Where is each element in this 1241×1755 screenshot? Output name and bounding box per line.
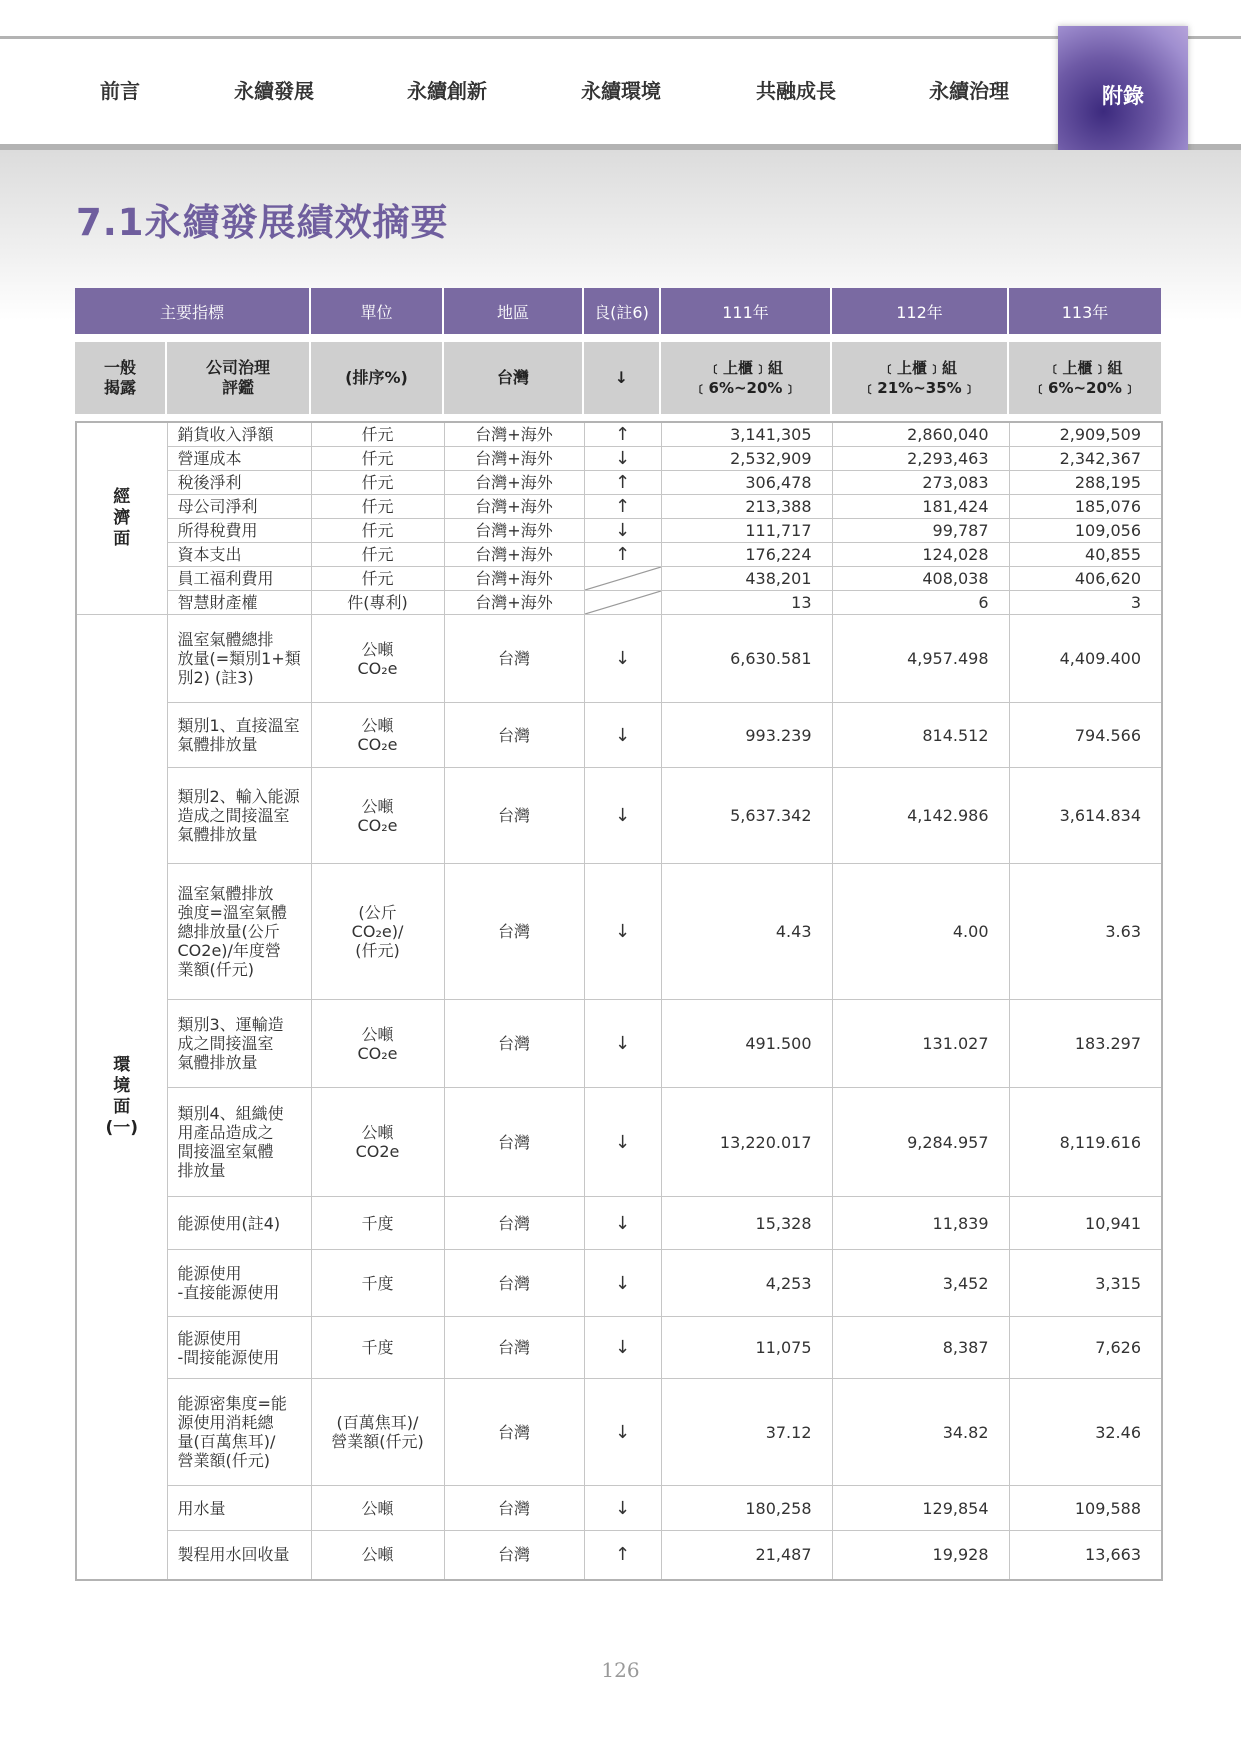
value-112: ﹝上櫃﹞組 ﹝21%~35%﹞ (831, 342, 1008, 414)
region-cell: 台灣 (444, 1317, 584, 1379)
value-111: 3,141,305 (661, 422, 832, 447)
value-113: 4,409.400 (1009, 615, 1162, 703)
indicator-cell: 類別3、運輸造 成之間接溫室 氣體排放量 (167, 1000, 311, 1088)
value-113: 3 (1009, 591, 1162, 615)
value-113: 3,614.834 (1009, 768, 1162, 864)
value-113: 185,076 (1009, 495, 1162, 519)
region-cell: 台灣 (444, 1088, 584, 1197)
nav-item-sustainable-environment[interactable]: 永續環境 (581, 79, 661, 103)
direction-cell: ↓ (584, 1250, 661, 1317)
direction-cell: ↓ (583, 342, 660, 414)
value-111: 37.12 (661, 1379, 832, 1486)
category-general-disclosure: 一般 揭露 (75, 342, 166, 414)
nav-item-sustainable-innovation[interactable]: 永續創新 (407, 79, 487, 103)
unit-cell: 仟元 (311, 422, 444, 447)
value-113: 288,195 (1009, 471, 1162, 495)
value-111: 11,075 (661, 1317, 832, 1379)
value-113: 8,119.616 (1009, 1088, 1162, 1197)
region-cell: 台灣 (444, 703, 584, 768)
unit-cell: 公噸 (311, 1531, 444, 1580)
table-row (76, 1197, 1162, 1250)
region-cell: 台灣+海外 (444, 447, 584, 471)
table-row (76, 543, 1162, 567)
direction-cell: ↑ (584, 422, 661, 447)
performance-table (75, 421, 1163, 1581)
direction-cell: ↓ (584, 1379, 661, 1486)
unit-cell: 公噸 CO₂e (311, 703, 444, 768)
value-112: 3,452 (832, 1250, 1009, 1317)
indicator-cell: 稅後淨利 (167, 471, 311, 495)
direction-cell: ↓ (584, 864, 661, 1000)
category-environment: 環 境 面 (一) (76, 615, 167, 1580)
region-cell: 台灣 (444, 768, 584, 864)
col-header-unit: 單位 (310, 288, 443, 334)
col-header-indicator: 主要指標 (75, 288, 310, 334)
value-112: 131.027 (832, 1000, 1009, 1088)
table-row (76, 1088, 1162, 1197)
value-112: 4.00 (832, 864, 1009, 1000)
direction-cell: ↓ (584, 447, 661, 471)
no-direction-cell (584, 591, 661, 615)
value-112: 129,854 (832, 1486, 1009, 1531)
region-cell: 台灣 (444, 1486, 584, 1531)
region-cell: 台灣 (443, 342, 583, 414)
unit-cell: 仟元 (311, 447, 444, 471)
value-113: 40,855 (1009, 543, 1162, 567)
region-cell: 台灣 (444, 1197, 584, 1250)
direction-cell: ↓ (584, 1317, 661, 1379)
value-111: 13 (661, 591, 832, 615)
table-row (76, 591, 1162, 615)
governance-rating-row (75, 342, 1161, 414)
value-111: 176,224 (661, 543, 832, 567)
unit-cell: 千度 (311, 1197, 444, 1250)
unit-cell: 千度 (311, 1317, 444, 1379)
value-112: 6 (832, 591, 1009, 615)
indicator-cell: 營運成本 (167, 447, 311, 471)
region-cell: 台灣+海外 (444, 471, 584, 495)
value-112: 99,787 (832, 519, 1009, 543)
table-row (76, 1486, 1162, 1531)
col-header-direction: 良(註6) (583, 288, 660, 334)
unit-cell: 公噸 CO₂e (311, 1000, 444, 1088)
table-row (76, 1250, 1162, 1317)
unit-cell: (排序%) (310, 342, 443, 414)
unit-cell: (百萬焦耳)/ 營業額(仟元) (311, 1379, 444, 1486)
indicator-cell: 類別1、直接溫室 氣體排放量 (167, 703, 311, 768)
value-111: 213,388 (661, 495, 832, 519)
region-cell: 台灣 (444, 1250, 584, 1317)
unit-cell: 仟元 (311, 495, 444, 519)
value-112: 11,839 (832, 1197, 1009, 1250)
value-111: 438,201 (661, 567, 832, 591)
direction-cell: ↓ (584, 768, 661, 864)
value-112: 2,293,463 (832, 447, 1009, 471)
table-row (76, 495, 1162, 519)
table-row (76, 1317, 1162, 1379)
table-row (76, 567, 1162, 591)
direction-cell: ↓ (584, 1088, 661, 1197)
value-111: ﹝上櫃﹞組 ﹝6%~20%﹞ (660, 342, 831, 414)
value-113: 183.297 (1009, 1000, 1162, 1088)
region-cell: 台灣+海外 (444, 543, 584, 567)
region-cell: 台灣+海外 (444, 519, 584, 543)
value-111: 111,717 (661, 519, 832, 543)
value-113: 406,620 (1009, 567, 1162, 591)
indicator-cell: 母公司淨利 (167, 495, 311, 519)
unit-cell: 公噸 CO₂e (311, 615, 444, 703)
value-113: 2,342,367 (1009, 447, 1162, 471)
unit-cell: (公斤 CO₂e)/ (仟元) (311, 864, 444, 1000)
table-row (76, 703, 1162, 768)
indicator-cell: 能源密集度=能 源使用消耗總 量(百萬焦耳)/ 營業額(仟元) (167, 1379, 311, 1486)
direction-cell: ↑ (584, 543, 661, 567)
value-113: 32.46 (1009, 1379, 1162, 1486)
unit-cell: 仟元 (311, 471, 444, 495)
direction-cell: ↑ (584, 495, 661, 519)
value-112: 2,860,040 (832, 422, 1009, 447)
diagonal-slash (585, 591, 661, 614)
value-111: 4.43 (661, 864, 832, 1000)
value-111: 4,253 (661, 1250, 832, 1317)
value-111: 5,637.342 (661, 768, 832, 864)
region-cell: 台灣 (444, 1379, 584, 1486)
indicator-cell: 類別2、輸入能源 造成之間接溫室 氣體排放量 (167, 768, 311, 864)
value-113: 794.566 (1009, 703, 1162, 768)
value-113: 109,056 (1009, 519, 1162, 543)
indicator-cell: 類別4、組織使 用產品造成之 間接溫室氣體 排放量 (167, 1088, 311, 1197)
value-112: 124,028 (832, 543, 1009, 567)
unit-cell: 仟元 (311, 519, 444, 543)
region-cell: 台灣+海外 (444, 591, 584, 615)
value-113: 10,941 (1009, 1197, 1162, 1250)
indicator-cell: 所得稅費用 (167, 519, 311, 543)
table-row (76, 519, 1162, 543)
unit-cell: 仟元 (311, 567, 444, 591)
table-row (76, 1379, 1162, 1486)
value-112: 19,928 (832, 1531, 1009, 1580)
no-direction-cell (584, 567, 661, 591)
unit-cell: 公噸 CO2e (311, 1088, 444, 1197)
table-row (76, 864, 1162, 1000)
value-111: 180,258 (661, 1486, 832, 1531)
value-112: 4,142.986 (832, 768, 1009, 864)
region-cell: 台灣+海外 (444, 567, 584, 591)
indicator-cell: 用水量 (167, 1486, 311, 1531)
value-113: 2,909,509 (1009, 422, 1162, 447)
unit-cell: 公噸 (311, 1486, 444, 1531)
indicator-cell: 資本支出 (167, 543, 311, 567)
nav-item-appendix-active[interactable]: 附錄 (1058, 26, 1188, 157)
region-cell: 台灣 (444, 1000, 584, 1088)
indicator-cell: 智慧財產權 (167, 591, 311, 615)
col-header-113: 113年 (1008, 288, 1161, 334)
value-112: 34.82 (832, 1379, 1009, 1486)
value-113: 109,588 (1009, 1486, 1162, 1531)
value-111: 2,532,909 (661, 447, 832, 471)
value-111: 15,328 (661, 1197, 832, 1250)
value-112: 408,038 (832, 567, 1009, 591)
page-title: 7.1永續發展績效摘要 (76, 201, 449, 244)
value-112: 4,957.498 (832, 615, 1009, 703)
nav-item-preface[interactable]: 前言 (100, 79, 140, 103)
value-111: 993.239 (661, 703, 832, 768)
indicator-cell: 製程用水回收量 (167, 1531, 311, 1580)
table-row (76, 1000, 1162, 1088)
environment-section (76, 615, 1162, 1580)
indicator-cell: 溫室氣體總排 放量(=類別1+類 別2) (註3) (167, 615, 311, 703)
direction-cell: ↓ (584, 1197, 661, 1250)
top-navigation (0, 39, 1241, 144)
value-112: 273,083 (832, 471, 1009, 495)
value-113: 7,626 (1009, 1317, 1162, 1379)
unit-cell: 仟元 (311, 543, 444, 567)
col-header-111: 111年 (660, 288, 831, 334)
direction-cell: ↓ (584, 615, 661, 703)
indicator-cell: 能源使用 -直接能源使用 (167, 1250, 311, 1317)
table-row (76, 1531, 1162, 1580)
table-row (76, 471, 1162, 495)
table-header (75, 288, 1161, 334)
value-113: 3,315 (1009, 1250, 1162, 1317)
value-111: 21,487 (661, 1531, 832, 1580)
diagonal-slash (585, 567, 661, 590)
region-cell: 台灣 (444, 864, 584, 1000)
direction-cell: ↑ (584, 471, 661, 495)
indicator-cell: 能源使用(註4) (167, 1197, 311, 1250)
value-113: 13,663 (1009, 1531, 1162, 1580)
unit-cell: 公噸 CO₂e (311, 768, 444, 864)
table-row (76, 447, 1162, 471)
col-header-112: 112年 (831, 288, 1008, 334)
indicator-cell: 能源使用 -間接能源使用 (167, 1317, 311, 1379)
value-113: 3.63 (1009, 864, 1162, 1000)
direction-cell: ↓ (584, 1486, 661, 1531)
region-cell: 台灣 (444, 1531, 584, 1580)
value-112: 814.512 (832, 703, 1009, 768)
region-cell: 台灣+海外 (444, 422, 584, 447)
economic-section (76, 422, 1162, 615)
indicator-cell: 員工福利費用 (167, 567, 311, 591)
unit-cell: 千度 (311, 1250, 444, 1317)
col-header-region: 地區 (443, 288, 583, 334)
unit-cell: 件(專利) (311, 591, 444, 615)
table-row (76, 615, 1162, 703)
table-row (76, 422, 1162, 447)
value-112: 8,387 (832, 1317, 1009, 1379)
indicator-cell: 溫室氣體排放 強度=溫室氣體 總排放量(公斤 CO2e)/年度營 業額(仟元) (167, 864, 311, 1000)
value-113: ﹝上櫃﹞組 ﹝6%~20%﹞ (1008, 342, 1161, 414)
value-112: 9,284.957 (832, 1088, 1009, 1197)
direction-cell: ↓ (584, 519, 661, 543)
category-economic: 經 濟 面 (76, 422, 167, 615)
region-cell: 台灣 (444, 615, 584, 703)
table-row (76, 768, 1162, 864)
region-cell: 台灣+海外 (444, 495, 584, 519)
value-112: 181,424 (832, 495, 1009, 519)
value-111: 13,220.017 (661, 1088, 832, 1197)
value-111: 6,630.581 (661, 615, 832, 703)
direction-cell: ↓ (584, 703, 661, 768)
nav-item-inclusive-growth[interactable]: 共融成長 (756, 79, 836, 103)
direction-cell: ↑ (584, 1531, 661, 1580)
value-111: 306,478 (661, 471, 832, 495)
nav-item-sustainable-governance[interactable]: 永續治理 (929, 79, 1009, 103)
direction-cell: ↓ (584, 1000, 661, 1088)
indicator-cell: 銷貨收入淨額 (167, 422, 311, 447)
page-number: 126 (601, 1658, 640, 1682)
value-111: 491.500 (661, 1000, 832, 1088)
indicator-governance-rating: 公司治理 評鑑 (166, 342, 310, 414)
nav-item-sustainable-development[interactable]: 永續發展 (234, 79, 314, 103)
